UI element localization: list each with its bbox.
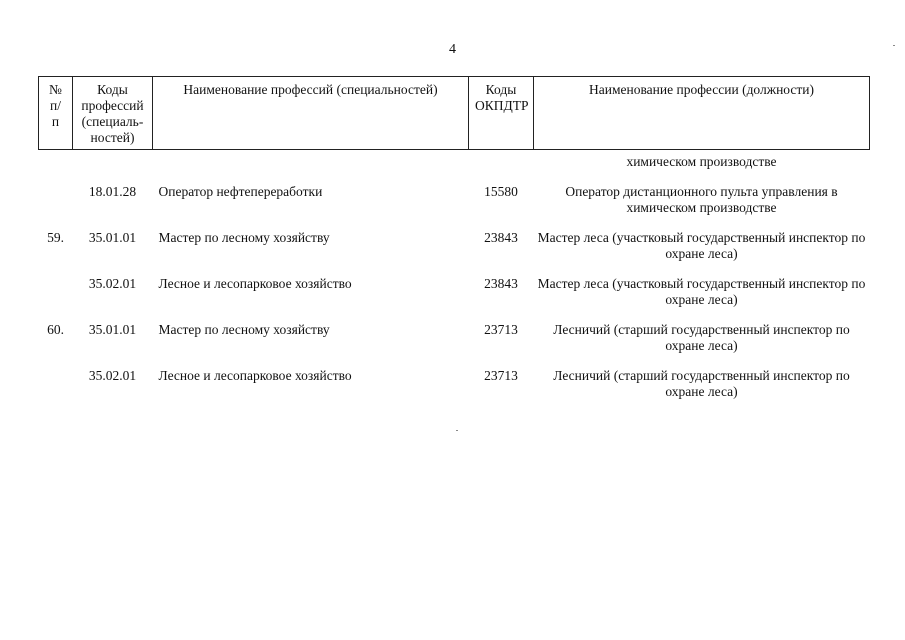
code-cell: 35.01.01 [88, 230, 137, 245]
header-codes: Коды профессий (специаль-ностей) [73, 77, 153, 150]
code-cell: 18.01.28 [88, 184, 137, 199]
header-row [39, 77, 870, 150]
num-cell [39, 358, 73, 404]
header-position: Наименование профессии (должности) [534, 77, 870, 150]
code-cell: 35.01.01 [88, 322, 137, 337]
position-cell: химическом производстве [626, 154, 777, 169]
okpdtr-cell: 23713 [484, 368, 518, 383]
okpdtr-cell: 23843 [484, 276, 518, 291]
header-num: № п/п [39, 77, 73, 150]
name-cell: Лесное и лесопарковое хозяйство [158, 276, 352, 291]
professions-table [38, 76, 870, 404]
header-name: Наименование профессий (специальностей) [153, 77, 469, 150]
okpdtr-cell: 15580 [484, 184, 518, 199]
scan-speck [456, 430, 458, 431]
name-cell: Мастер по лесному хозяйству [158, 322, 330, 337]
table-row [39, 174, 870, 220]
num-cell: 59. [47, 230, 64, 245]
table-row [39, 358, 870, 404]
position-cell: Мастер леса (участковый государственный инспектор по охране леса) [537, 230, 866, 261]
num-cell [39, 174, 73, 220]
code-cell: 35.02.01 [88, 276, 137, 291]
position-cell: Лесничий (старший государственный инспектор по охране леса) [553, 368, 850, 399]
position-cell: Мастер леса (участковый государственный инспектор по охране леса) [537, 276, 866, 307]
okpdtr-cell: 23843 [484, 230, 518, 245]
position-cell: Оператор дистанционного пульта управления в химическом производстве [565, 184, 838, 215]
okpdtr-cell: 23713 [484, 322, 518, 337]
position-cell: Лесничий (старший государственный инспектор по охране леса) [553, 322, 850, 353]
table-body [39, 150, 870, 405]
page-number: 4 [449, 42, 456, 57]
code-cell: 35.02.01 [88, 368, 137, 383]
name-cell: Оператор нефтепереработки [158, 184, 323, 199]
table-row-continuation [39, 150, 870, 175]
header-okpdtr: Коды ОКПДТР [469, 77, 534, 150]
table-header [39, 77, 870, 150]
table-row [39, 266, 870, 312]
num-cell [39, 266, 73, 312]
num-cell: 60. [47, 322, 64, 337]
table-row [39, 312, 870, 358]
name-cell: Мастер по лесному хозяйству [158, 230, 330, 245]
table-row [39, 220, 870, 266]
name-cell: Лесное и лесопарковое хозяйство [158, 368, 352, 383]
scan-speck [893, 45, 895, 46]
